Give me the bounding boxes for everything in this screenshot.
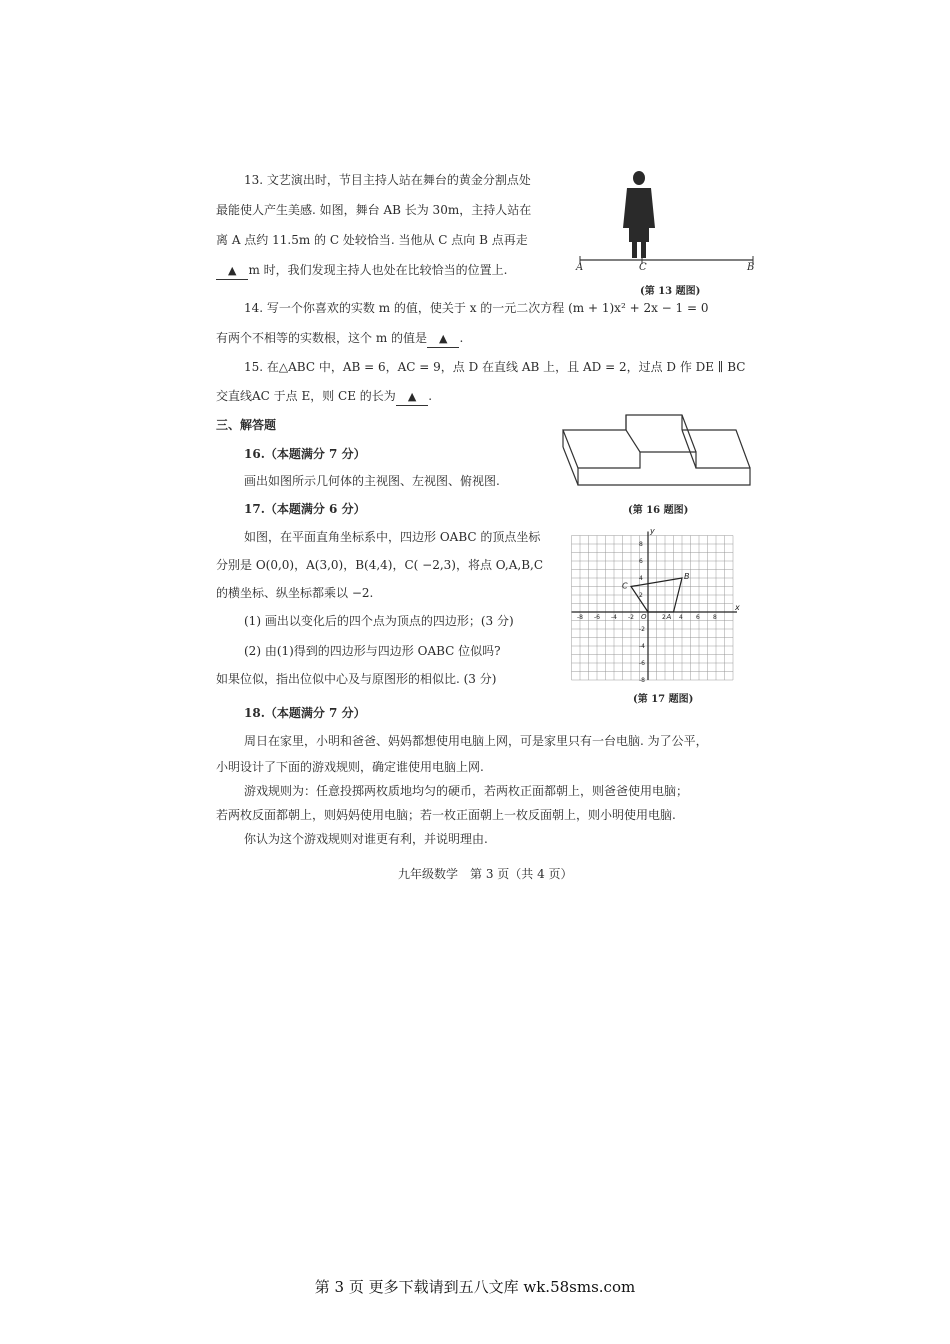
- q13-answer-blank[interactable]: ▲: [216, 262, 248, 280]
- q18-line1: 周日在家里，小明和爸爸、妈妈都想使用电脑上网，可是家里只有一台电脑. 为了公平，: [244, 734, 708, 748]
- q13-label-a: A: [576, 262, 584, 273]
- x-tick-label: 4: [679, 614, 683, 621]
- section-title: 三、解答题: [216, 418, 277, 432]
- q15-line2-text: 交直线AC 于点 E，则 CE 的长为: [216, 389, 396, 403]
- y-tick-label: -4: [639, 643, 645, 650]
- q13-label-c: C: [639, 262, 647, 273]
- q18-line4: 若两枚反面都朝上，则妈妈使用电脑；若一枚正面朝上一枚反面朝上，则小明使用电脑.: [216, 808, 676, 822]
- y-tick-label: 6: [639, 558, 643, 565]
- x-tick-label: -4: [611, 614, 617, 621]
- point-b-label: B: [684, 572, 690, 581]
- q15-line1: 15. 在△ABC 中，AB = 6，AC = 9，点 D 在直线 AB 上，且 AD = 2，过点 D 作 DE ∥ BC: [244, 360, 746, 374]
- point-a-label: A: [666, 613, 672, 621]
- q13-caption: (第 13 题图): [640, 286, 701, 297]
- q16-caption: (第 16 题图): [628, 505, 689, 516]
- page-footer: 九年级数学 第 3 页（共 4 页）: [398, 867, 573, 881]
- q14-line2-text: 有两个不相等的实数根，这个 m 的值是: [216, 331, 428, 345]
- q17-header: 17.（本题满分 6 分）: [244, 502, 366, 516]
- x-tick-label: 8: [713, 614, 717, 621]
- q13-line4: [216, 262, 507, 280]
- q17-line3: 的横坐标、纵坐标都乘以 −2.: [216, 586, 374, 600]
- x-tick-label: -8: [577, 614, 583, 621]
- y-tick-label: 2: [639, 592, 643, 599]
- q16-header: 16.（本题满分 7 分）: [244, 447, 366, 461]
- x-tick-label: 2: [662, 614, 666, 621]
- y-axis-label: y: [650, 526, 655, 536]
- q13-label-b: B: [747, 262, 755, 273]
- x-tick-label: 6: [696, 614, 700, 621]
- q15-answer-blank[interactable]: ▲: [396, 388, 428, 406]
- origin-label: O: [641, 613, 647, 621]
- point-c-label: C: [622, 581, 628, 591]
- q17-coordinate-grid: [570, 526, 752, 684]
- q13-figure: [575, 168, 760, 278]
- q13-line4-text: m 时，我们发现主持人也处在比较恰当的位置上.: [248, 263, 508, 277]
- q17-line4: (1) 画出以变化后的四个点为顶点的四边形；(3 分): [244, 614, 514, 628]
- q18-line3: 游戏规则为：任意投掷两枚质地均匀的硬币，若两枚正面都朝上，则爸爸使用电脑；: [244, 784, 689, 798]
- x-tick-label: -2: [628, 614, 634, 621]
- q18-line5: 你认为这个游戏规则对谁更有利，并说明理由.: [244, 832, 488, 846]
- q14-line1: 14. 写一个你喜欢的实数 m 的值，使关于 x 的一元二次方程 (m + 1)x² + 2x − 1 = 0: [244, 301, 709, 315]
- y-tick-label: -8: [639, 677, 645, 684]
- q13-line3: 离 A 点约 11.5m 的 C 处较恰当. 当他从 C 点向 B 点再走: [216, 233, 528, 247]
- q13-line2: 最能使人产生美感. 如图，舞台 AB 长为 30m，主持人站在: [216, 203, 532, 217]
- q17-line5: (2) 由(1)得到的四边形与四边形 OABC 位似吗?: [244, 644, 501, 658]
- q13-line1: 13. 文艺演出时，节目主持人站在舞台的黄金分割点处: [244, 173, 531, 187]
- q17-line1: 如图，在平面直角坐标系中，四边形 OABC 的顶点坐标: [244, 530, 541, 544]
- q17-caption: (第 17 题图): [633, 694, 694, 705]
- q14-answer-blank[interactable]: ▲: [427, 330, 459, 348]
- q16-body: 画出如图所示几何体的主视图、左视图、俯视图.: [244, 474, 500, 488]
- q15-line2: 交直线AC 于点 E，则 CE 的长为 ▲ .: [216, 388, 432, 406]
- x-tick-label: -6: [594, 614, 600, 621]
- q16-solid-figure: [560, 410, 760, 495]
- q17-line6: 如果位似，指出位似中心及与原图形的相似比. (3 分): [216, 672, 497, 686]
- q18-header: 18.（本题满分 7 分）: [244, 706, 366, 720]
- y-tick-label: 8: [639, 541, 643, 548]
- q18-line2: 小明设计了下面的游戏规则，确定谁使用电脑上网.: [216, 760, 484, 774]
- y-tick-label: -2: [639, 626, 645, 633]
- q14-line2: 有两个不相等的实数根，这个 m 的值是 ▲ .: [216, 330, 463, 348]
- host-person-icon: [623, 171, 655, 258]
- y-tick-label: 4: [639, 575, 643, 582]
- x-axis-label: x: [735, 603, 740, 612]
- download-footer[interactable]: 第 3 页 更多下载请到五八文库 wk.58sms.com: [314, 1278, 636, 1296]
- y-tick-label: -6: [639, 660, 645, 667]
- q17-line2: 分别是 O(0,0)，A(3,0)，B(4,4)，C( −2,3)，将点 O,A,B,C: [216, 558, 544, 572]
